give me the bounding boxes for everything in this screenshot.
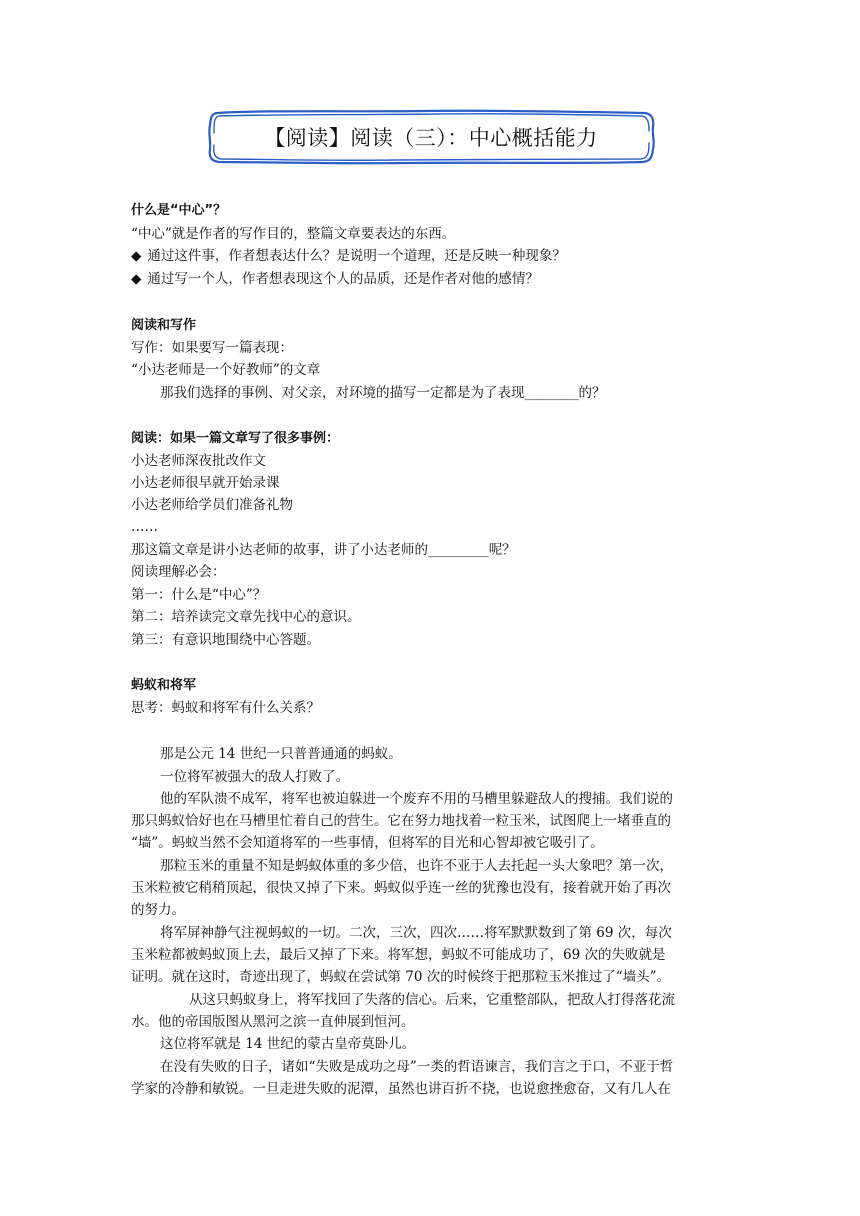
list-item: 第一：什么是“中心”？ [131,587,267,603]
list-item: …… [131,519,158,535]
story-line: 从这只蚂蚁身上，将军找回了失落的信心。后来，它重整部队，把敌人打得落花流 [189,992,675,1008]
section-heading-ant-general: 蚂蚁和将军 [131,678,197,693]
bullet-item [131,269,539,289]
paragraph: “小达老师是一个好教师”的文章 [131,362,321,378]
paragraph: “中心”就是作者的写作目的，整篇文章要表达的东西。 [131,226,456,242]
story-line: 他的军队溃不成军，将军也被迫躲进一个废弃不用的马槽里躲避敌人的搜捕。我们说的 [160,791,673,807]
section-heading-reading: 阅读：如果一篇文章写了很多事例： [131,431,340,446]
paragraph: 思考：蚂蚁和将军有什么关系？ [131,700,320,716]
story-line: 的努力。 [131,902,185,918]
story-line: 在没有失败的日子，诸如“失败是成功之母”一类的哲语谏言，我们言之于口，不亚于哲 [160,1059,674,1075]
story-line: 证明。就在这时，奇迹出现了，蚂蚁在尝试第 70 次的时候终于把那粒玉米推过了“墙头”。 [131,969,671,985]
list-item: 小达老师很早就开始录课 [131,475,280,491]
story-line: 这位将军就是 14 世纪的蒙古皇帝莫卧儿。 [160,1036,416,1052]
story-line: 学家的冷静和敏锐。一旦走进失败的泥潭，虽然也讲百折不挠，也说愈挫愈奋，又有几人在 [131,1081,671,1097]
story-line: 玉米粒都被蚂蚁顶上去，最后又掉了下来。将军想，蚂蚁不可能成功了，69 次的失败就是 [131,947,666,963]
list-item: 小达老师深夜批改作文 [131,453,266,469]
paragraph: 那这篇文章是讲小达老师的故事，讲了小达老师的_________呢？ [131,542,516,558]
paragraph: 写作：如果要写一篇表现： [131,340,293,356]
story-line: 将军屏神静气注视蚂蚁的一切。二次，三次，四次……将军默默数到了第 69 次，每次 [160,925,672,941]
diamond-bullet-icon: ◆ [131,248,142,264]
list-item: 第三：有意识地围绕中心答题。 [131,632,320,648]
story-line: 一位将军被强大的敌人打败了。 [160,769,349,785]
paragraph: 阅读理解必会： [131,564,226,580]
story-line: “墙”。蚂蚁当然不会知道将军的一些事情，但将军的目光和心智却被它吸引了。 [131,835,604,851]
title-frame [205,107,657,167]
section-heading-center: 什么是“中心”？ [131,203,227,218]
section-heading-reading-writing: 阅读和写作 [131,318,197,333]
list-item: 第二：培养读完文章先找中心的意识。 [131,609,361,625]
story-line: 那只蚂蚁恰好也在马槽里忙着自己的营生。它在努力地找着一粒玉米，试图爬上一堵垂直的 [131,813,671,829]
story-line: 那粒玉米的重量不知是蚂蚁体重的多少倍，也许不亚于人去托起一头大象吧？第一次， [160,858,673,874]
bullet-text: 通过写一个人，作者想表现这个人的品质，还是作者对他的感情？ [147,271,539,287]
page-title: 【阅读】阅读（三）：中心概括能力 [264,126,598,150]
story-line: 那是公元 14 世纪一只普普通通的蚂蚁。 [160,746,402,762]
diamond-bullet-icon: ◆ [131,271,142,287]
bullet-text: 通过这件事，作者想表达什么？是说明一个道理，还是反映一种现象？ [147,248,566,264]
story-line: 水。他的帝国版图从黑河之滨一直伸展到恒河。 [131,1014,415,1030]
list-item: 小达老师给学员们准备礼物 [131,497,293,513]
bullet-item [131,246,566,266]
paragraph: 那我们选择的事例、对父亲，对环境的描写一定都是为了表现________的？ [160,385,606,401]
story-line: 玉米粒被它稍稍顶起，很快又掉了下来。蚂蚁似乎连一丝的犹豫也没有，接着就开始了再次 [131,880,671,896]
